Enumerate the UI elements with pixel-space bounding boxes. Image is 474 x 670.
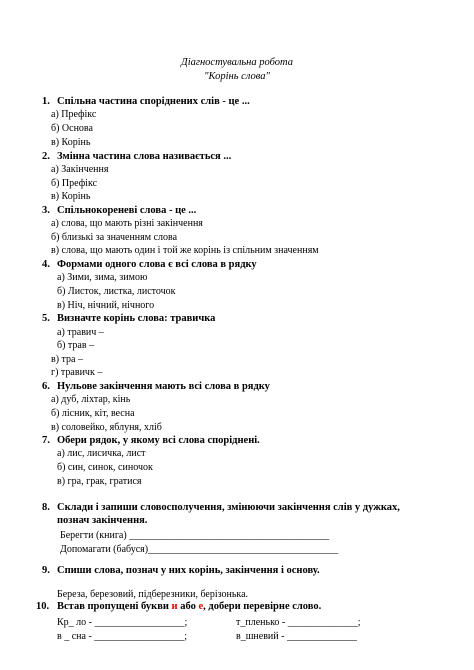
- q7-option-b: б) син, синок, синочок: [57, 462, 153, 473]
- question-text: Визначте корінь слова: травичка: [57, 313, 216, 324]
- q2-option-b: б) Префікс: [51, 178, 98, 189]
- highlighted-letter-i: и: [171, 601, 178, 612]
- question-number: 5.: [42, 313, 50, 324]
- q8-answer-line-2[interactable]: Допомагати (бабуся)______________________________________: [60, 544, 339, 555]
- question-5: [42, 313, 215, 324]
- q3-option-c: в) слова, що мають один і той же корінь із спільним значенням: [51, 245, 319, 256]
- worksheet-title: Діагностувальна робота: [181, 57, 293, 68]
- question-text: Спільнокореневі слова - це ...: [57, 205, 197, 216]
- q10-blank-3[interactable]: в _ сна - __________________;: [57, 631, 188, 642]
- question-text-start: Встав пропущені букви: [57, 601, 172, 612]
- question-number: 10.: [36, 601, 50, 612]
- question-number: 7.: [42, 435, 50, 446]
- q10-blank-4[interactable]: в_шневий - ______________: [236, 631, 357, 642]
- q10-blank-1[interactable]: Кр_ ло - __________________;: [57, 617, 188, 628]
- q6-option-a: а) дуб, ліхтар, кінь: [51, 394, 131, 405]
- q7-option-c: в) гра, грак, гратися: [57, 476, 142, 487]
- q8-answer-line-1[interactable]: Берегти (книга) ________________________________________: [60, 530, 330, 541]
- q5-option-a: а) травич –: [57, 327, 104, 338]
- question-number: 9.: [42, 565, 50, 576]
- question-number: 2.: [42, 151, 50, 162]
- q5-option-b: б) трав –: [57, 340, 95, 351]
- q1-option-b: б) Основа: [51, 123, 93, 134]
- q1-option-a: а) Префікс: [51, 109, 97, 120]
- q1-option-c: в) Корінь: [51, 137, 91, 148]
- highlighted-letter-e: е: [198, 601, 204, 612]
- question-number: 4.: [42, 259, 50, 270]
- worksheet-subtitle: "Корінь слова": [204, 71, 270, 82]
- question-number: 8.: [42, 502, 50, 513]
- question-3: [42, 205, 196, 216]
- q10-blank-2[interactable]: т_пленько - ______________;: [236, 617, 361, 628]
- question-7: [42, 435, 260, 446]
- question-number: 3.: [42, 205, 50, 216]
- question-text: Спільна частина споріднених слів - це ...: [57, 96, 250, 107]
- question-8: [42, 502, 400, 513]
- question-text: Змінна частина слова називається ...: [57, 151, 232, 162]
- question-4: [42, 259, 257, 270]
- q3-option-b: б) близькі за значенням слова: [51, 232, 178, 243]
- q3-option-a: а) слова, що мають різні закінчення: [51, 218, 203, 229]
- q6-option-c: в) соловейко, яблуня, хліб: [51, 422, 162, 433]
- q4-option-b: б) Листок, листка, листочок: [57, 286, 176, 297]
- q2-option-a: а) Закінчення: [51, 164, 109, 175]
- q5-option-d: г) травичк –: [51, 367, 103, 378]
- question-number: 6.: [42, 381, 50, 392]
- q5-option-c: в) тра –: [51, 354, 83, 365]
- q7-option-a: а) лис, лисичка, лист: [57, 448, 146, 459]
- q6-option-b: б) лісник, кіт, весна: [51, 408, 135, 419]
- q2-option-c: в) Корінь: [51, 191, 91, 202]
- question-text: Формами одного слова є всі слова в рядку: [57, 259, 257, 270]
- question-text: Обери рядок, у якому всі слова споріднені.: [57, 435, 260, 446]
- question-number: 1.: [42, 96, 50, 107]
- q4-option-a: а) Зими, зима, зимою: [57, 272, 148, 283]
- question-text: Нульове закінчення мають всі слова в рядку: [57, 381, 270, 392]
- question-text-end: , добери перевірне слово.: [203, 601, 322, 612]
- q9-word-list: Береза, березовий, підберезники, берізонька.: [57, 589, 249, 600]
- question-2: [42, 151, 231, 162]
- question-10: [36, 601, 321, 612]
- question-text: Склади і запиши словосполучення, змінюючи закінчення слів у дужках,: [57, 502, 400, 513]
- question-6: [42, 381, 270, 392]
- q4-option-c: в) Ніч, нічний, нічного: [57, 300, 155, 311]
- question-text-middle: або: [177, 601, 199, 612]
- question-1: [42, 96, 250, 107]
- question-8-continued: познач закінчення.: [57, 515, 148, 526]
- question-text: Спиши слова, познач у них корінь, закінчення і основу.: [57, 565, 320, 576]
- question-9: [42, 565, 320, 576]
